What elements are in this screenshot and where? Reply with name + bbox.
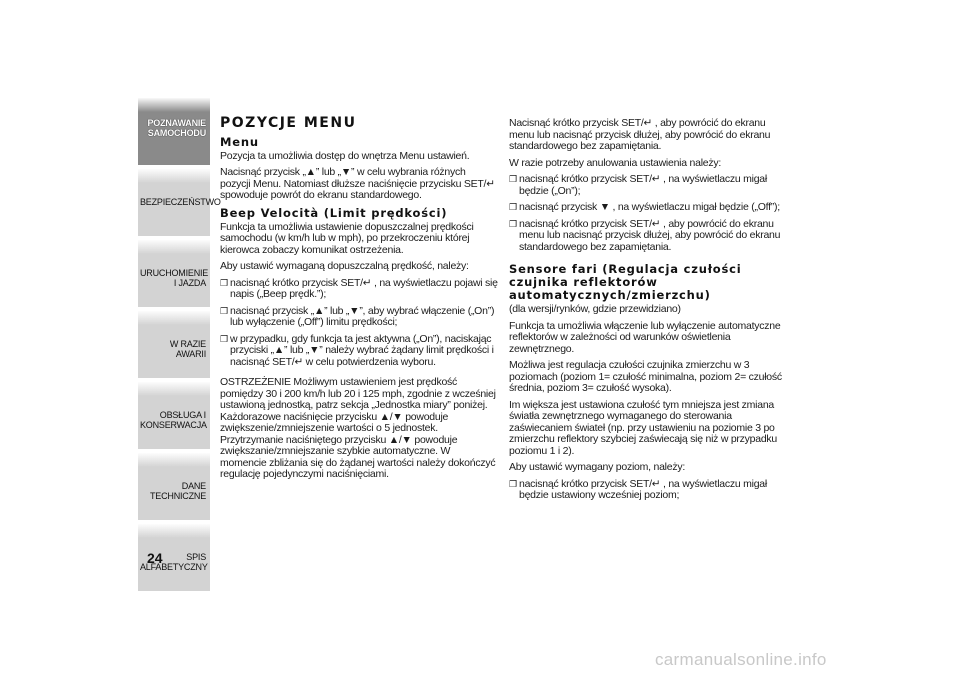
tab-obsluga[interactable] <box>138 382 210 449</box>
tab-label: URUCHOMIENIE I JAZDA <box>140 268 209 288</box>
beep-paragraph-1: Funkcja ta umożliwia ustawienie dopuszczalnej prędkości samochodu (w km/h lub w mph), po przekroczeniu której kierowca zobaczy komunikat ostrzeżenia. <box>220 220 474 256</box>
tab-label: W RAZIE AWARII <box>169 339 206 359</box>
left-column <box>220 115 498 486</box>
checkbox-bullet-icon: ❒ <box>220 305 228 316</box>
list-item <box>509 479 787 502</box>
list-item-text: nacisnąć krótko przycisk SET/↵ , aby powrócić do ekranu menu lub nacisnąć przycisk dłużej, aby powrócić do ekranu standardowego bez zapamiętania. <box>519 217 781 253</box>
tab-label: OBSŁUGA I KONSERWACJA <box>140 410 207 430</box>
list-item <box>220 334 498 369</box>
sensor-paragraph-4: Aby ustawić wymagany poziom, należy: <box>509 461 685 473</box>
tab-label: DANE TECHNICZNE <box>150 481 206 501</box>
right-paragraph-1: Nacisnąć krótko przycisk SET/↵ , aby powrócić do ekranu menu lub nacisnąć przycisk dłużej, aby powrócić do ekranu standardowego bez zapamiętania. <box>509 117 771 152</box>
checkbox-bullet-icon: ❒ <box>509 478 517 489</box>
menu-paragraph-1: Pozycja ta umożliwia dostęp do wnętrza Menu ustawień. <box>220 149 470 162</box>
list-item-text: nacisnąć krótko przycisk SET/↵ , na wyświetlaczu migał będzie („On”); <box>519 173 767 197</box>
section-title: POZYCJE MENU <box>220 115 357 131</box>
checkbox-bullet-icon: ❒ <box>509 202 517 212</box>
list-item-text: nacisnąć krótko przycisk SET/↵ , na wyświetlaczu pojawi się napis („Beep prędk.”); <box>230 276 498 300</box>
list-item <box>220 278 498 301</box>
sensor-paragraph-3: Im większa jest ustawiona czułość tym mniejsza jest zmiana światła zewnętrznego wymaganego do sterowania zaświecaniem świateł (np. przy ustawieniu na poziomie 3 po zmierzchu reflektory szybciej zaświecają się niż w przypadku poziomu 1 i 2). <box>509 398 778 457</box>
list-item <box>220 306 498 329</box>
tab-awarii[interactable] <box>138 311 210 378</box>
tab-label: BEZPIECZEŃSTWO <box>140 197 221 207</box>
tab-uruchomienie[interactable] <box>138 240 210 307</box>
right-column <box>509 118 787 507</box>
tab-label: POZNAWANIE SAMOCHODU <box>147 118 206 138</box>
menu-paragraph-2: Nacisnąć przycisk „▲” lub „▼” w celu wybrania różnych pozycji Menu. Natomiast dłuższe naciśnięcie przycisku SET/↵ spowoduje powrót do ekranu standardowego. <box>220 166 495 201</box>
list-item-text: nacisnąć krótko przycisk SET/↵ , na wyświetlaczu migał będzie ustawiony wcześniej poziom; <box>519 477 767 501</box>
tab-label: SPIS ALFABETYCZNY <box>140 552 208 572</box>
chapter-sidebar <box>138 98 221 595</box>
checkbox-bullet-icon: ❒ <box>220 333 228 344</box>
list-item-text: w przypadku, gdy funkcja ta jest aktywna („On”), naciskając przyciski „▲” lub „▼” należy wybrać żądany limit prędkości i nacisnąć SET/↵ w celu potwierdzenia wyboru. <box>230 332 494 368</box>
sensor-paragraph-1: Funkcja ta umożliwia włączenie lub wyłączenie automatyczne reflektorów w zależności od warunków oświetlenia zewnętrznego. <box>509 319 781 355</box>
tab-poznawanie[interactable] <box>138 98 210 165</box>
sensor-paragraph-2: Możliwa jest regulacja czułości czujnika zmierzchu w 3 poziomach (poziom 1= czułość minimalna, poziom 2= czułość średnia, poziom 3= czułość wysoka). <box>509 359 782 394</box>
page-number: 24 <box>147 550 163 566</box>
sensor-subtitle: (dla wersji/rynków, gdzie przewidziano) <box>509 303 681 315</box>
list-item-text: nacisnąć przycisk ▼ , na wyświetlaczu migał będzie („Off”); <box>519 201 780 213</box>
list-item-text: nacisnąć przycisk „▲” lub „▼”, aby wybrać włączenie („On”) lub wyłączenie („Off”) limitu prędkości; <box>230 304 495 328</box>
right-paragraph-2: W razie potrzeby anulowania ustawienia należy: <box>509 156 722 169</box>
tab-dane-techniczne[interactable] <box>138 453 210 520</box>
tab-bezpieczenstwo[interactable] <box>138 169 221 236</box>
checkbox-bullet-icon: ❒ <box>220 277 228 288</box>
list-item <box>509 202 787 214</box>
beep-heading: Beep Velocità (Limit prędkości) <box>220 205 448 220</box>
menu-heading: Menu <box>220 134 259 149</box>
list-item <box>509 174 787 197</box>
list-item <box>509 219 787 254</box>
beep-paragraph-2: Aby ustawić wymaganą dopuszczalną prędkość, należy: <box>220 260 469 272</box>
warning-paragraph: OSTRZEŻENIE Możliwym ustawieniem jest prędkość pomiędzy 30 i 200 km/h lub 20 i 125 mph, zgodnie z wcześniej ustawioną jednostką, patrz sekcja „Jednostka miary” poniżej. Każdorazowe naciśnięcie przycisku ▲/▼ powoduje zwiększenie/zmniejszenie wartości o 5 jednostek. Przytrzymanie naciśniętego przycisku ▲/▼ powoduje zwiększanie/zmniejszanie szybkie automatyczne. W momencie zbliżania się do żądanej wartości należy dokończyć regulację pojedynczymi naciśnięciami. <box>220 376 496 480</box>
checkbox-bullet-icon: ❒ <box>509 174 517 184</box>
checkbox-bullet-icon: ❒ <box>509 218 517 229</box>
watermark: carmanualsonline.info <box>655 650 827 669</box>
sensor-heading: Sensore fari (Regulacja czułości czujnika reflektorów automatycznych/zmierzchu) <box>509 262 742 302</box>
